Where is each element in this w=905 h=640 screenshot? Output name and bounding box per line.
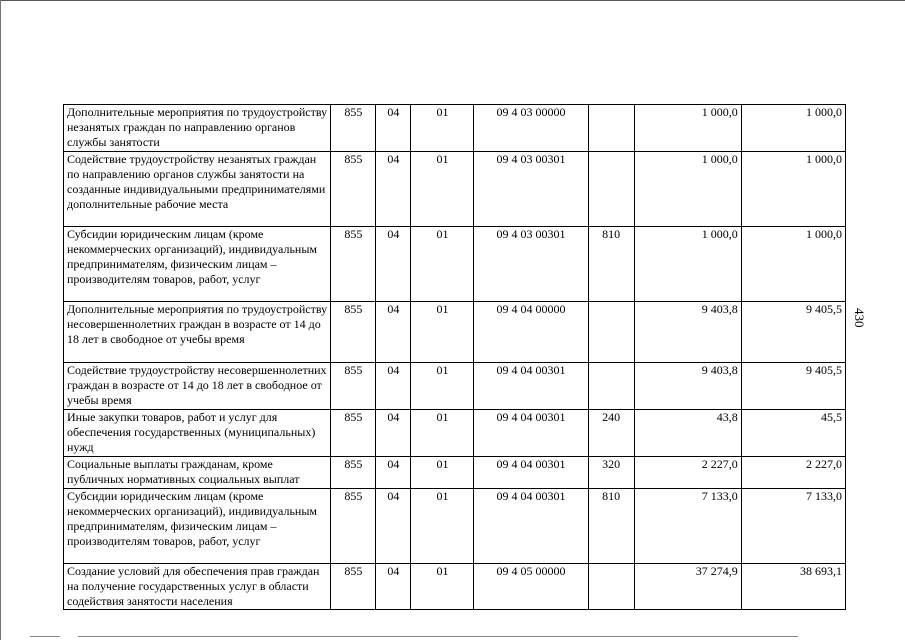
- table-row: [64, 489, 846, 564]
- budget-table: [63, 104, 846, 610]
- row-expense-type-cell: [588, 105, 634, 152]
- row-section-cell: 04: [376, 302, 411, 363]
- row-name-cell: Содействие трудоустройству несовершеннолетних граждан в возрасте от 14 до 18 лет в свободное от учебы время: [64, 363, 331, 410]
- row-section-cell: 04: [376, 105, 411, 152]
- row-expense-type-cell: [588, 302, 634, 363]
- row-expense-type-cell: 240: [588, 410, 634, 457]
- table-row: [64, 564, 846, 610]
- row-subsection-cell: 01: [411, 564, 474, 610]
- row-amount-2-cell: 2 227,0: [741, 457, 845, 489]
- row-name-cell: Социальные выплаты гражданам, кроме публичных нормативных социальных выплат: [64, 457, 331, 489]
- row-amount-1-cell: 1 000,0: [634, 105, 741, 152]
- row-subsection-cell: 01: [411, 152, 474, 227]
- row-section-cell: 04: [376, 227, 411, 302]
- row-subsection-cell: 01: [411, 363, 474, 410]
- row-expense-type-cell: 320: [588, 457, 634, 489]
- row-section-cell: 04: [376, 489, 411, 564]
- row-target-article-cell: 09 4 04 00301: [474, 489, 588, 564]
- row-name-cell: Дополнительные мероприятия по трудоустройству несовершеннолетних граждан в возрасте от 14 до 18 лет в свободное от учебы время: [64, 302, 331, 363]
- row-name-cell: Содействие трудоустройству незанятых граждан по направлению органов службы занятости на созданные индивидуальными предпринимателями дополнительные рабочие места: [64, 152, 331, 227]
- scan-edge-top: [0, 0, 905, 1]
- row-ministry-cell: 855: [331, 457, 376, 489]
- table-row: [64, 410, 846, 457]
- scan-edge-left: [0, 0, 1, 640]
- row-name-cell: Субсидии юридическим лицам (кроме некоммерческих организаций), индивидуальным предпринимателям, физическим лицам – производителям товаров, работ, услуг: [64, 489, 331, 564]
- row-expense-type-cell: [588, 152, 634, 227]
- row-name-cell: Иные закупки товаров, работ и услуг для обеспечения государственных (муниципальных) нужд: [64, 410, 331, 457]
- row-target-article-cell: 09 4 04 00301: [474, 457, 588, 489]
- row-amount-2-cell: 1 000,0: [741, 105, 845, 152]
- row-ministry-cell: 855: [331, 152, 376, 227]
- page-number: 430: [852, 308, 867, 328]
- row-expense-type-cell: 810: [588, 227, 634, 302]
- row-section-cell: 04: [376, 363, 411, 410]
- table-row: [64, 227, 846, 302]
- row-expense-type-cell: 810: [588, 489, 634, 564]
- row-subsection-cell: 01: [411, 105, 474, 152]
- row-name-cell: Субсидии юридическим лицам (кроме некоммерческих организаций), индивидуальным предпринимателям, физическим лицам – производителям товаров, работ, услуг: [64, 227, 331, 302]
- table-row: [64, 105, 846, 152]
- row-target-article-cell: 09 4 04 00301: [474, 410, 588, 457]
- row-section-cell: 04: [376, 410, 411, 457]
- row-ministry-cell: 855: [331, 105, 376, 152]
- row-amount-2-cell: 1 000,0: [741, 227, 845, 302]
- row-target-article-cell: 09 4 04 00301: [474, 363, 588, 410]
- row-subsection-cell: 01: [411, 227, 474, 302]
- row-amount-1-cell: 1 000,0: [634, 227, 741, 302]
- row-target-article-cell: 09 4 04 00000: [474, 302, 588, 363]
- row-ministry-cell: 855: [331, 564, 376, 610]
- row-amount-1-cell: 9 403,8: [634, 363, 741, 410]
- row-subsection-cell: 01: [411, 302, 474, 363]
- row-target-article-cell: 09 4 03 00301: [474, 152, 588, 227]
- row-ministry-cell: 855: [331, 227, 376, 302]
- table-row: [64, 457, 846, 489]
- row-ministry-cell: 855: [331, 302, 376, 363]
- row-subsection-cell: 01: [411, 457, 474, 489]
- row-amount-1-cell: 2 227,0: [634, 457, 741, 489]
- row-target-article-cell: 09 4 03 00301: [474, 227, 588, 302]
- row-amount-2-cell: 1 000,0: [741, 152, 845, 227]
- row-subsection-cell: 01: [411, 489, 474, 564]
- row-name-cell: Создание условий для обеспечения прав граждан на получение государственных услуг в области содействия занятости населения: [64, 564, 331, 610]
- row-name-cell: Дополнительные мероприятия по трудоустройству незанятых граждан по направлению органов службы занятости: [64, 105, 331, 152]
- table-row: [64, 302, 846, 363]
- row-section-cell: 04: [376, 152, 411, 227]
- row-ministry-cell: 855: [331, 363, 376, 410]
- row-amount-1-cell: 7 133,0: [634, 489, 741, 564]
- row-target-article-cell: 09 4 03 00000: [474, 105, 588, 152]
- table-row: [64, 363, 846, 410]
- row-ministry-cell: 855: [331, 489, 376, 564]
- row-expense-type-cell: [588, 564, 634, 610]
- row-amount-1-cell: 9 403,8: [634, 302, 741, 363]
- row-amount-1-cell: 43,8: [634, 410, 741, 457]
- row-ministry-cell: 855: [331, 410, 376, 457]
- row-section-cell: 04: [376, 564, 411, 610]
- row-amount-2-cell: 7 133,0: [741, 489, 845, 564]
- row-amount-2-cell: 9 405,5: [741, 363, 845, 410]
- row-expense-type-cell: [588, 363, 634, 410]
- scan-bottom-mark: [30, 636, 60, 637]
- row-target-article-cell: 09 4 05 00000: [474, 564, 588, 610]
- row-amount-1-cell: 1 000,0: [634, 152, 741, 227]
- row-amount-2-cell: 38 693,1: [741, 564, 845, 610]
- row-subsection-cell: 01: [411, 410, 474, 457]
- row-amount-2-cell: 45,5: [741, 410, 845, 457]
- row-amount-1-cell: 37 274,9: [634, 564, 741, 610]
- row-amount-2-cell: 9 405,5: [741, 302, 845, 363]
- table-row: [64, 152, 846, 227]
- budget-table-body: [64, 105, 846, 610]
- scan-bottom-line: [78, 636, 798, 637]
- row-section-cell: 04: [376, 457, 411, 489]
